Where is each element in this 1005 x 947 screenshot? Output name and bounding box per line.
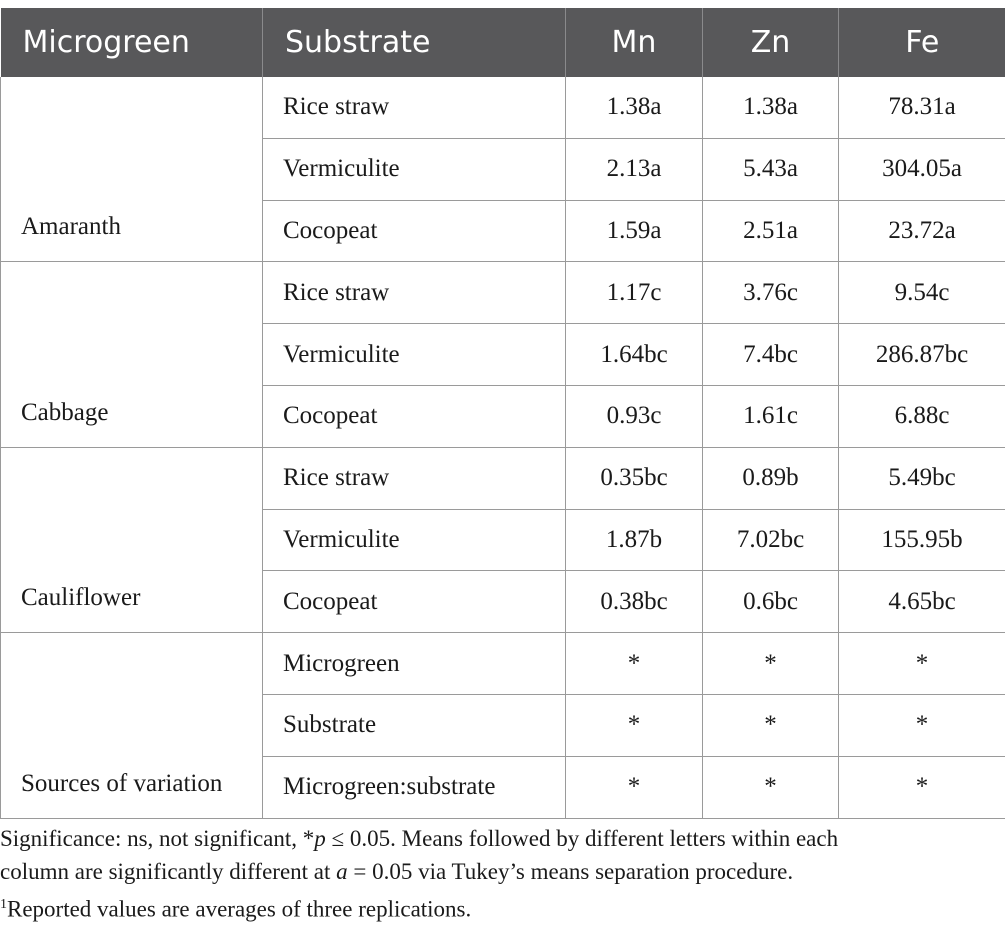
zn-value-cell: 0.6bc xyxy=(703,571,839,633)
footnote-text: Reported values are averages of three replications. xyxy=(7,896,472,922)
zn-value-cell: * xyxy=(703,756,839,818)
fe-value-cell: 286.87bc xyxy=(839,324,1005,386)
substrate-cell: Cocopeat xyxy=(263,200,566,262)
microgreen-group-label: Cauliflower xyxy=(1,447,263,632)
zn-value-cell: 1.61c xyxy=(703,385,839,447)
table-container xyxy=(0,8,1005,819)
fe-value-cell: 23.72a xyxy=(839,200,1005,262)
microgreen-group-label: Sources of variation xyxy=(1,633,263,818)
footnote-replications xyxy=(0,888,1005,926)
zn-value-cell: 3.76c xyxy=(703,262,839,324)
footnote-alpha-symbol: a xyxy=(336,859,348,884)
header-zn: Zn xyxy=(703,8,839,77)
table-footnotes xyxy=(0,822,1005,926)
substrate-cell: Vermiculite xyxy=(263,138,566,200)
fe-value-cell: 304.05a xyxy=(839,138,1005,200)
fe-value-cell: * xyxy=(839,633,1005,695)
substrate-cell: Rice straw xyxy=(263,262,566,324)
footnote-text: = 0.05 via Tukey’s means separation procedure. xyxy=(347,859,794,884)
table-body xyxy=(1,77,1005,818)
substrate-cell: Vermiculite xyxy=(263,509,566,571)
table-row xyxy=(1,633,1005,695)
substrate-cell: Cocopeat xyxy=(263,385,566,447)
mn-value-cell: 2.13a xyxy=(566,138,703,200)
zn-value-cell: 1.38a xyxy=(703,77,839,138)
table-row xyxy=(1,447,1005,509)
zn-value-cell: 7.4bc xyxy=(703,324,839,386)
zn-value-cell: * xyxy=(703,633,839,695)
header-row xyxy=(1,8,1005,77)
fe-value-cell: 9.54c xyxy=(839,262,1005,324)
footnote-text: ≤ 0.05. Means followed by different letters within each xyxy=(325,826,839,851)
mn-value-cell: 1.87b xyxy=(566,509,703,571)
zn-value-cell: 5.43a xyxy=(703,138,839,200)
footnote-significance xyxy=(0,822,1005,855)
mn-value-cell: 1.59a xyxy=(566,200,703,262)
fe-value-cell: 4.65bc xyxy=(839,571,1005,633)
zn-value-cell: 0.89b xyxy=(703,447,839,509)
header-fe: Fe xyxy=(839,8,1005,77)
zn-value-cell: * xyxy=(703,694,839,756)
mn-value-cell: 0.35bc xyxy=(566,447,703,509)
fe-value-cell: 5.49bc xyxy=(839,447,1005,509)
header-microgreen: Microgreen xyxy=(1,8,263,77)
footnote-tukey xyxy=(0,855,1005,888)
microgreen-group-label: Cabbage xyxy=(1,262,263,447)
mn-value-cell: * xyxy=(566,756,703,818)
substrate-cell: Substrate xyxy=(263,694,566,756)
mn-value-cell: 0.38bc xyxy=(566,571,703,633)
micronutrient-table xyxy=(0,8,1005,819)
footnote-text: Significance: ns, not significant, * xyxy=(0,826,315,851)
substrate-cell: Cocopeat xyxy=(263,571,566,633)
fe-value-cell: 155.95b xyxy=(839,509,1005,571)
mn-value-cell: 0.93c xyxy=(566,385,703,447)
fe-value-cell: * xyxy=(839,756,1005,818)
table-row xyxy=(1,77,1005,138)
header-mn: Mn xyxy=(566,8,703,77)
fe-value-cell: * xyxy=(839,694,1005,756)
substrate-cell: Rice straw xyxy=(263,447,566,509)
footnote-marker: 1 xyxy=(0,897,7,912)
mn-value-cell: 1.17c xyxy=(566,262,703,324)
fe-value-cell: 78.31a xyxy=(839,77,1005,138)
header-substrate: Substrate xyxy=(263,8,566,77)
mn-value-cell: * xyxy=(566,633,703,695)
footnote-text: column are significantly different at xyxy=(0,859,337,884)
mn-value-cell: 1.64bc xyxy=(566,324,703,386)
zn-value-cell: 2.51a xyxy=(703,200,839,262)
substrate-cell: Microgreen:substrate xyxy=(263,756,566,818)
substrate-cell: Vermiculite xyxy=(263,324,566,386)
footnote-p-symbol: p xyxy=(314,826,326,851)
mn-value-cell: * xyxy=(566,694,703,756)
table-row xyxy=(1,262,1005,324)
substrate-cell: Rice straw xyxy=(263,77,566,138)
substrate-cell: Microgreen xyxy=(263,633,566,695)
mn-value-cell: 1.38a xyxy=(566,77,703,138)
zn-value-cell: 7.02bc xyxy=(703,509,839,571)
fe-value-cell: 6.88c xyxy=(839,385,1005,447)
microgreen-group-label: Amaranth xyxy=(1,77,263,262)
